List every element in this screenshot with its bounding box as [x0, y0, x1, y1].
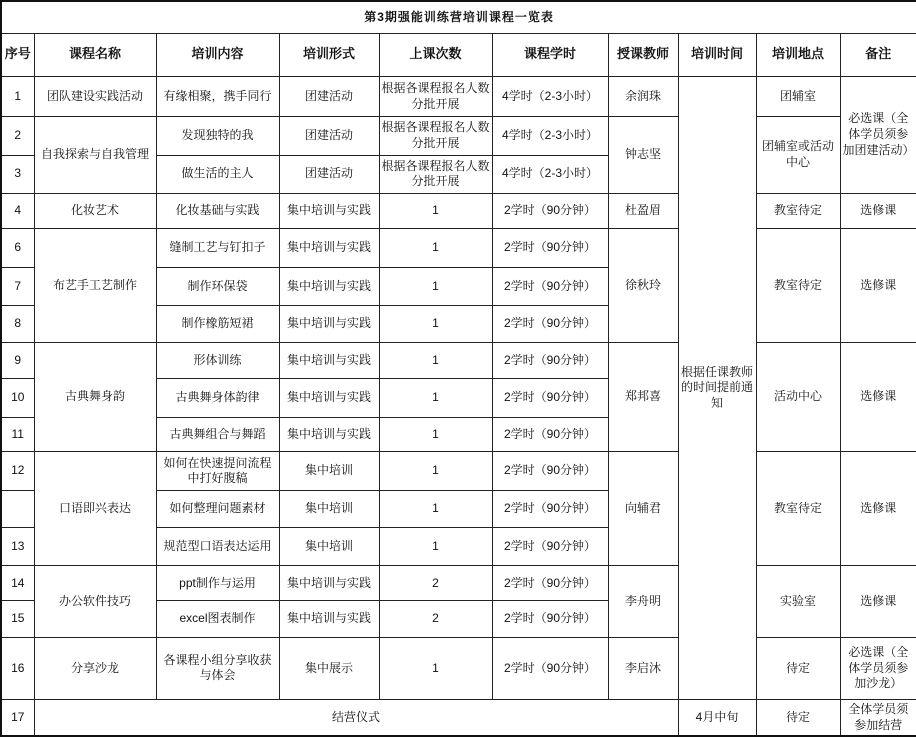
cell-teacher: 郑邦喜: [608, 342, 678, 452]
cell-serial: 1: [1, 77, 34, 117]
page-title: 第3期强能训练营培训课程一览表: [1, 1, 916, 33]
cell-class-count: 2: [379, 601, 492, 637]
cell-serial: 2: [1, 117, 34, 155]
table-row: [1, 77, 916, 117]
cell-course-name: 化妆艺术: [34, 193, 156, 228]
cell-serial: 3: [1, 155, 34, 193]
cell-class-count: 1: [379, 418, 492, 452]
cell-training-content: 制作橡筋短裙: [156, 305, 279, 342]
cell-course-hours: 2学时（90分钟）: [492, 637, 608, 699]
cell-training-form: 集中培训与实践: [279, 193, 379, 228]
cell-class-count: 1: [379, 193, 492, 228]
cell-training-time: 根据任课教师的时间提前通知: [678, 77, 756, 700]
cell-serial: 6: [1, 229, 34, 268]
table-row: [1, 193, 916, 228]
table-row: [1, 452, 916, 490]
cell-training-place: 团辅室: [756, 77, 840, 117]
cell-training-place: 待定: [756, 700, 840, 736]
col-header-serial: 序号: [1, 33, 34, 76]
cell-remark: 选修课: [840, 342, 916, 452]
cell-course-hours: 2学时（90分钟）: [492, 229, 608, 268]
cell-training-form: 集中培训与实践: [279, 229, 379, 268]
col-header-training-form: 培训形式: [279, 33, 379, 76]
cell-class-count: 1: [379, 379, 492, 418]
cell-serial: 15: [1, 601, 34, 637]
cell-serial: 17: [1, 700, 34, 736]
cell-course-hours: 2学时（90分钟）: [492, 527, 608, 565]
cell-training-content: 各课程小组分享收获与体会: [156, 637, 279, 699]
cell-serial: 4: [1, 193, 34, 228]
cell-class-count: 1: [379, 268, 492, 305]
table-row: [1, 117, 916, 155]
cell-training-place: 待定: [756, 637, 840, 699]
cell-class-count: 1: [379, 490, 492, 527]
col-header-teacher: 授课教师: [608, 33, 678, 76]
cell-ceremony: 结营仪式: [34, 700, 678, 736]
cell-training-form: 集中培训与实践: [279, 418, 379, 452]
cell-training-form: 集中培训与实践: [279, 566, 379, 601]
table-row: [1, 700, 916, 736]
cell-training-form: 集中培训与实践: [279, 601, 379, 637]
cell-course-hours: 2学时（90分钟）: [492, 601, 608, 637]
table-row: [1, 637, 916, 699]
cell-remark: 选修课: [840, 193, 916, 228]
cell-remark: 选修课: [840, 566, 916, 637]
cell-training-form: 团建活动: [279, 117, 379, 155]
cell-course-name: 布艺手工艺制作: [34, 229, 156, 343]
cell-serial: 10: [1, 379, 34, 418]
cell-serial: 11: [1, 418, 34, 452]
cell-training-place: 活动中心: [756, 342, 840, 452]
cell-remark: 必选课（全体学员须参加团建活动）: [840, 77, 916, 194]
cell-course-name: 办公软件技巧: [34, 566, 156, 637]
cell-training-content: 古典舞组合与舞蹈: [156, 418, 279, 452]
cell-serial: 13: [1, 527, 34, 565]
cell-training-time: 4月中旬: [678, 700, 756, 736]
cell-class-count: 1: [379, 527, 492, 565]
cell-training-content: ppt制作与运用: [156, 566, 279, 601]
cell-teacher: 向辅君: [608, 452, 678, 566]
cell-remark: 选修课: [840, 229, 916, 343]
cell-class-count: 2: [379, 566, 492, 601]
cell-training-form: 集中培训: [279, 527, 379, 565]
cell-teacher: 杜盈眉: [608, 193, 678, 228]
cell-training-content: 古典舞身体韵律: [156, 379, 279, 418]
col-header-remark: 备注: [840, 33, 916, 76]
col-header-class-count: 上课次数: [379, 33, 492, 76]
cell-training-content: 有缘相聚，携手同行: [156, 77, 279, 117]
cell-serial: 8: [1, 305, 34, 342]
cell-training-content: 做生活的主人: [156, 155, 279, 193]
cell-course-name: 古典舞身韵: [34, 342, 156, 452]
cell-training-content: 形体训练: [156, 342, 279, 378]
cell-training-place: 教室待定: [756, 452, 840, 566]
cell-training-form: 集中培训与实践: [279, 305, 379, 342]
title-row: [1, 1, 916, 33]
cell-class-count: 1: [379, 342, 492, 378]
cell-serial: [1, 490, 34, 527]
cell-course-hours: 2学时（90分钟）: [492, 268, 608, 305]
cell-course-hours: 2学时（90分钟）: [492, 342, 608, 378]
cell-remark: 必选课（全体学员须参加沙龙）: [840, 637, 916, 699]
cell-course-hours: 2学时（90分钟）: [492, 418, 608, 452]
cell-course-name: 口语即兴表达: [34, 452, 156, 566]
cell-course-name: 自我探索与自我管理: [34, 117, 156, 194]
cell-course-hours: 2学时（90分钟）: [492, 379, 608, 418]
cell-class-count: 1: [379, 229, 492, 268]
cell-training-place: 教室待定: [756, 193, 840, 228]
cell-serial: 16: [1, 637, 34, 699]
cell-teacher: 徐秋玲: [608, 229, 678, 343]
col-header-training-time: 培训时间: [678, 33, 756, 76]
cell-training-form: 集中培训与实践: [279, 268, 379, 305]
cell-teacher: 李启沐: [608, 637, 678, 699]
cell-training-form: 团建活动: [279, 77, 379, 117]
cell-remark: 选修课: [840, 452, 916, 566]
cell-training-place: 团辅室或活动中心: [756, 117, 840, 194]
cell-teacher: 钟志坚: [608, 117, 678, 194]
cell-training-form: 集中培训与实践: [279, 342, 379, 378]
cell-training-content: 化妆基础与实践: [156, 193, 279, 228]
cell-course-hours: 4学时（2-3小时）: [492, 155, 608, 193]
cell-training-place: 实验室: [756, 566, 840, 637]
cell-training-content: 制作环保袋: [156, 268, 279, 305]
cell-course-hours: 2学时（90分钟）: [492, 490, 608, 527]
col-header-course-name: 课程名称: [34, 33, 156, 76]
cell-course-name: 分享沙龙: [34, 637, 156, 699]
col-header-training-place: 培训地点: [756, 33, 840, 76]
cell-course-hours: 2学时（90分钟）: [492, 452, 608, 490]
table-row: [1, 342, 916, 378]
cell-training-content: excel图表制作: [156, 601, 279, 637]
cell-serial: 7: [1, 268, 34, 305]
table-row: [1, 566, 916, 601]
table-row: [1, 229, 916, 268]
cell-training-content: 规范型口语表达运用: [156, 527, 279, 565]
cell-training-form: 集中展示: [279, 637, 379, 699]
cell-class-count: 1: [379, 637, 492, 699]
cell-course-hours: 2学时（90分钟）: [492, 566, 608, 601]
cell-training-content: 如何在快速提问流程中打好腹稿: [156, 452, 279, 490]
cell-class-count: 根据各课程报名人数分批开展: [379, 77, 492, 117]
cell-class-count: 根据各课程报名人数分批开展: [379, 117, 492, 155]
cell-training-content: 发现独特的我: [156, 117, 279, 155]
cell-class-count: 根据各课程报名人数分批开展: [379, 155, 492, 193]
cell-teacher: 余润珠: [608, 77, 678, 117]
cell-course-hours: 2学时（90分钟）: [492, 193, 608, 228]
cell-course-hours: 4学时（2-3小时）: [492, 117, 608, 155]
cell-training-form: 集中培训与实践: [279, 379, 379, 418]
cell-training-form: 集中培训: [279, 452, 379, 490]
cell-training-form: 集中培训: [279, 490, 379, 527]
cell-class-count: 1: [379, 305, 492, 342]
cell-course-name: 团队建设实践活动: [34, 77, 156, 117]
col-header-course-hours: 课程学时: [492, 33, 608, 76]
cell-training-place: 教室待定: [756, 229, 840, 343]
cell-serial: 14: [1, 566, 34, 601]
cell-serial: 12: [1, 452, 34, 490]
cell-training-form: 团建活动: [279, 155, 379, 193]
cell-remark: 全体学员须参加结营: [840, 700, 916, 736]
col-header-training-content: 培训内容: [156, 33, 279, 76]
cell-course-hours: 2学时（90分钟）: [492, 305, 608, 342]
cell-teacher: 李舟明: [608, 566, 678, 637]
cell-training-content: 缝制工艺与钉扣子: [156, 229, 279, 268]
cell-training-content: 如何整理问题素材: [156, 490, 279, 527]
cell-course-hours: 4学时（2-3小时）: [492, 77, 608, 117]
cell-serial: 9: [1, 342, 34, 378]
cell-class-count: 1: [379, 452, 492, 490]
table-header-row: [1, 33, 916, 76]
